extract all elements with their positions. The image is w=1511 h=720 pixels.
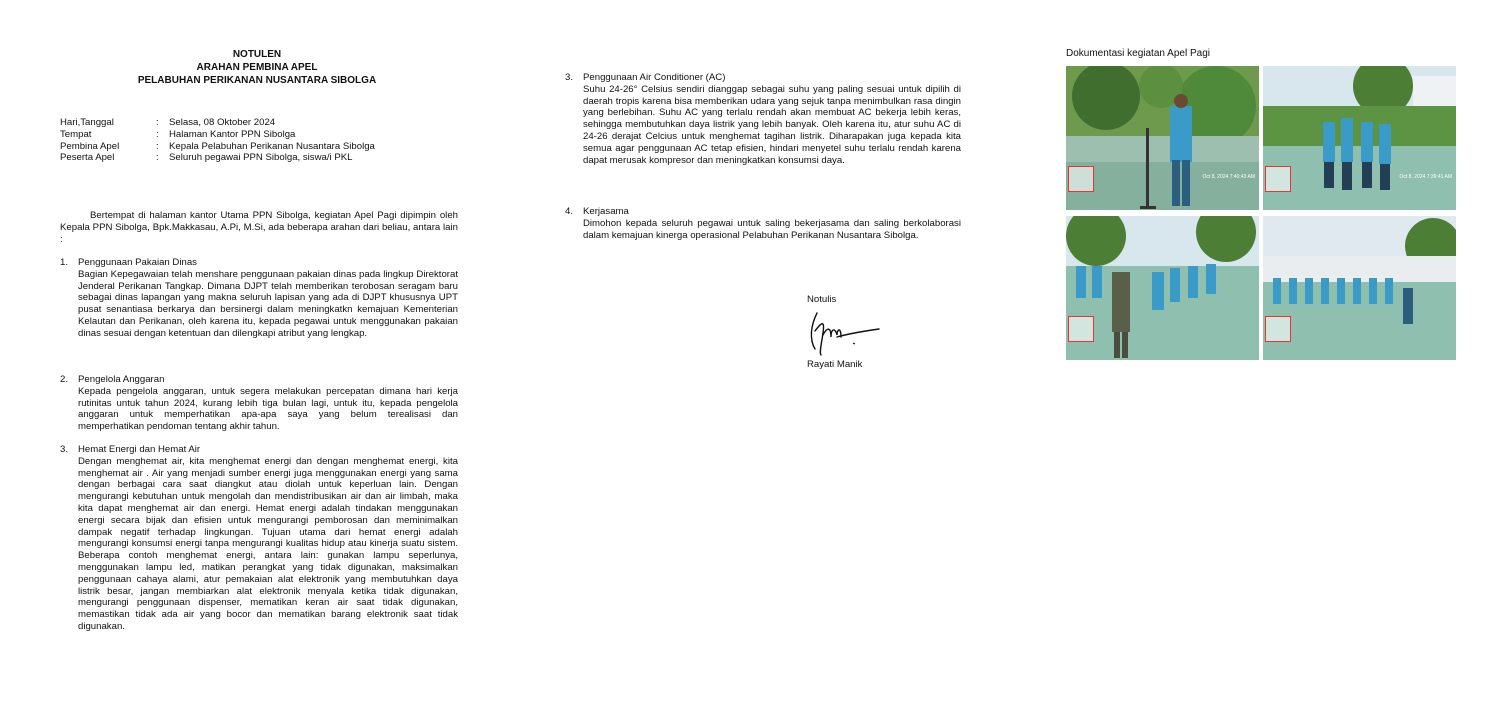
agenda-item-4 <box>565 206 961 241</box>
item-number: 1. <box>60 257 69 268</box>
item-title: Penggunaan Pakaian Dinas <box>78 257 197 268</box>
agenda-item-ac <box>565 72 961 166</box>
photo-4-image <box>1263 216 1456 360</box>
item-title: Penggunaan Air Conditioner (AC) <box>583 72 726 83</box>
item-title: Hemat Energi dan Hemat Air <box>78 444 201 455</box>
meta-colon: : <box>156 152 159 164</box>
photo-officers-standing <box>1263 66 1456 210</box>
meta-row-leader <box>60 141 375 153</box>
photo-2-image <box>1263 66 1456 210</box>
item-body: Bagian Kepegawaian telah menshare penggunaan pakaian dinas pada lingkup Direktorat Jenderal Perikanan Tangkap. Dimana DJPT telah memberikan terobosan seragam baru sebagai dinas lapangan yang makna seluruh lapisan yang ada di DJPT khususnya UPT pusat senantiasa berkarya dan bersinergi dalam meningkatkn kemajuan Kementerian Kelautan dan Perikanan, oleh karena itu, kepada pegawai untuk menggunakan pakaian dinas sesuai dengan ketentuan dan dilengkapi atribut yang lengkap. <box>78 268 458 339</box>
title-line-1: NOTULEN <box>232 49 282 60</box>
meta-colon: : <box>156 128 159 140</box>
watermark-logo <box>1068 166 1094 192</box>
meta-table <box>60 117 375 164</box>
item-number: 3. <box>60 444 69 455</box>
item-body: Suhu 24-26° Celsius sendiri dianggap sebagai suhu yang paling sesuai untuk dipilih di daerah tropis karena bisa memberikan udara yang sejuk tanpa menimbulkan rasa dingin yang berlebihan. Suhu AC yang terlalu rendah akan membuat AC bekerja lebih keras, sehingga membutuhkan daya listrik yang lebih banyak. Oleh karena itu, atur suhu AC di 24-26 derajat Celcius untuk menghemat tagihan listrik. Diharapakan juga kepada kita semua agar penggunaan AC tetap efisien, hindari menyetel suhu terlalu rendah karena dapat merusak kompresor dan meningkatkan konsumsi daya. <box>583 83 961 166</box>
signature-block <box>807 294 883 371</box>
meta-colon: : <box>156 117 159 128</box>
photo-assembly-ground <box>1263 216 1456 360</box>
item-title: Pengelola Anggaran <box>78 374 165 385</box>
photo-timestamp: Oct 8, 2024 7:40:43 AM <box>1202 174 1255 180</box>
photo-staff-rows <box>1066 216 1259 360</box>
title-line-2: ARAHAN PEMBINA APEL <box>196 62 318 73</box>
item-body: Dimohon kepada seluruh pegawai untuk saling bekerjasama dan saling berkolaborasi dalam kemajuan kinerga operasional Pelabuhan Perikanan Nusantara Sibolga. <box>583 217 961 241</box>
meta-label: Tempat <box>60 128 92 140</box>
meta-row-place <box>60 129 375 141</box>
signature-role: Notulis <box>807 294 837 305</box>
watermark-logo <box>1265 166 1291 192</box>
meta-row-participants <box>60 152 375 164</box>
item-body: Dengan menghemat air, kita menghemat energi dan dengan menghemat energi, kita menghemat air . Air yang menjadi sumber energi juga menggunakan energi yang sama dengan berbagai cara saat diangkut atau diolah untuk keperluan lain. Dengan mengurangi kebutuhan untuk mengolah dan mendistribusikan air dan air limbah, maka kita dapat menghemat air dan energi. Hemat energi adalah tindakan menggunakan energi secara bijak dan efisien untuk mengurangi pemborosan dan meminimalkan dampak negatif terhadap lingkungan. Tujuan utama dari hemat energi adalah mengurangi konsumsi energi tanpa mengurangi kualitas hidup atau kinerja suatu sistem. Beberapa contoh menghemat energi, antara lain: gunakan lampu seperlunya, menggunakan lampu led, matikan perangkat yang tidak digunakan, maksimalkan penggunaan cahaya alami, atur pemakaian alat elektronik yang membutuhkan daya listrik besar, jangan membiarkan alat elektronik menyala ketika tidak digunakan, mengurangi penggunaan dispenser, mematikan keran air saat tidak digunakan, memastikan tidak ada air yang bocor dan mematikan barang elektronik saat tidak digunakan. <box>78 455 458 632</box>
agenda-item-1 <box>60 257 458 340</box>
meta-value: Selasa, 08 Oktober 2024 <box>169 117 276 128</box>
document-title <box>56 48 458 87</box>
agenda-item-2 <box>60 374 458 433</box>
photo-timestamp: Oct 8, 2024 7:39:41 AM <box>1399 174 1452 180</box>
item-body: Kepada pengelola anggaran, untuk segera melakukan percepatan dimana hari kerja rutinitas untuk tahun 2024, kurang lebih tiga bulan lagi, untuk itu, kepada pengelola anggaran untuk memperhatikan apa-apa saya yang belum terealisasi dan memperhatikan pendoman tentang akhir tahun. <box>78 385 458 433</box>
photo-speaker-at-podium <box>1066 66 1259 210</box>
item-number: 3. <box>565 72 574 83</box>
meta-value: Kepala Pelabuhan Perikanan Nusantara Sibolga <box>169 140 375 152</box>
item-number: 4. <box>565 206 574 217</box>
meta-colon: : <box>156 140 159 152</box>
intro-paragraph: Bertempat di halaman kantor Utama PPN Sibolga, kegiatan Apel Pagi dipimpin oleh Kepala PPN Sibolga, Bpk.Makkasau, A.Pi, M.Si, ada beberapa arahan dari beliau, antara lain : <box>60 210 458 245</box>
item-number: 2. <box>60 374 69 385</box>
watermark-logo <box>1068 316 1094 342</box>
meta-label: Hari,Tanggal <box>60 117 114 128</box>
title-line-3: PELABUHAN PERIKANAN NUSANTARA SIBOLGA <box>137 75 377 86</box>
photo-1-image <box>1066 66 1259 210</box>
documentation-caption: Dokumentasi kegiatan Apel Pagi <box>1066 48 1210 59</box>
signature-name: Rayati Manik <box>807 359 863 370</box>
photo-3-image <box>1066 216 1259 360</box>
agenda-item-3 <box>60 444 458 633</box>
handwritten-signature <box>807 309 883 357</box>
meta-value: Halaman Kantor PPN Sibolga <box>169 128 296 140</box>
meta-label: Pembina Apel <box>60 140 120 152</box>
item-title: Kerjasama <box>583 206 629 217</box>
meta-value: Seluruh pegawai PPN Sibolga, siswa/i PKL <box>169 152 353 164</box>
meta-label: Peserta Apel <box>60 152 115 164</box>
watermark-logo <box>1265 316 1291 342</box>
meta-row-date <box>60 117 375 129</box>
